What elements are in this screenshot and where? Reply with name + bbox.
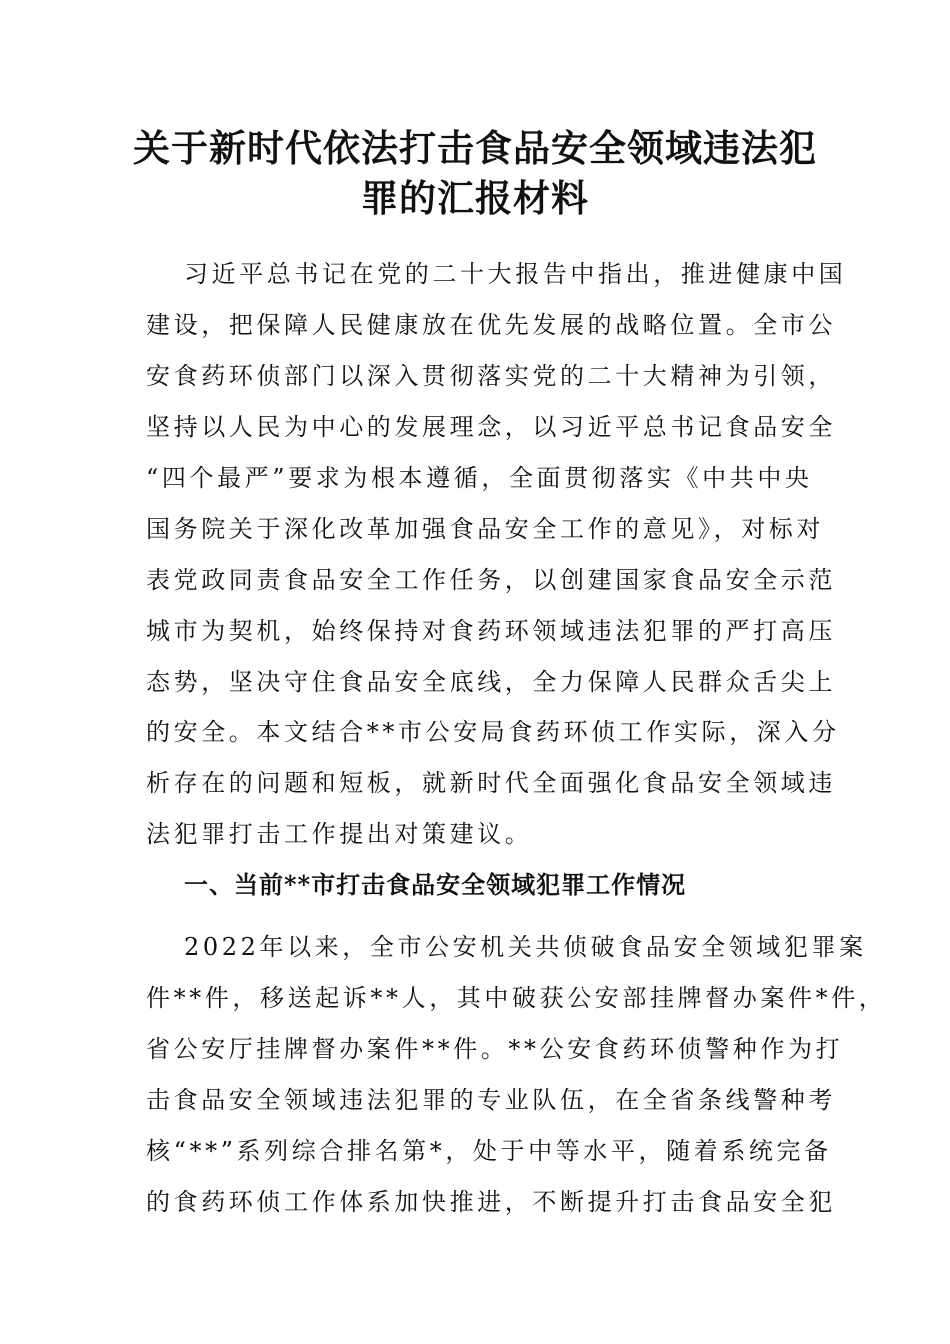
paragraph-2-line-3: 省公安厅挂牌督办案件**件。**公安食药环侦警种作为打	[146, 1035, 844, 1063]
paragraph-2-line-2: 件**件，移送起诉**人，其中破获公安部挂牌督办案件*件，	[146, 984, 887, 1012]
section-1-heading: 一、当前**市打击食品安全领域犯罪工作情况	[184, 870, 687, 899]
paragraph-1-line-12: 法犯罪打击工作提出对策建议。	[146, 820, 533, 848]
paragraph-1-line-6: 国务院关于深化改革加强食品安全工作的意见》，对标对	[146, 515, 824, 543]
paragraph-1-line-1: 习近平总书记在党的二十大报告中指出，推进健康中国	[184, 260, 847, 288]
paragraph-1-line-10: 的安全。本文结合**市公安局食药环侦工作实际，深入分	[146, 718, 840, 746]
paragraph-2-line-4: 击食品安全领域违法犯罪的专业队伍，在全省条线警种考	[146, 1086, 836, 1114]
paragraph-1-line-3: 安食药环侦部门以深入贯彻落实党的二十大精神为引领，	[146, 362, 836, 390]
document-title-line-1: 关于新时代依法打击食品安全领域违法犯	[133, 126, 817, 170]
paragraph-2-line-1: 2022年以来，全市公安机关共侦破食品安全领域犯罪案	[184, 933, 867, 961]
paragraph-1-line-5: “四个最严”要求为根本遵循，全面贯彻落实《中共中央	[146, 464, 813, 492]
paragraph-2-line-5: 核“**”系列综合排名第*，处于中等水平，随着系统完备	[146, 1137, 832, 1165]
paragraph-1-line-7: 表党政同责食品安全工作任务，以创建国家食品安全示范	[146, 566, 836, 594]
document-title-line-2: 罪的汇报材料	[361, 176, 589, 220]
paragraph-2-line-6: 的食药环侦工作体系加快推进，不断提升打击食品安全犯	[146, 1188, 836, 1216]
paragraph-1-line-11: 析存在的问题和短板，就新时代全面强化食品安全领域违	[146, 769, 836, 797]
paragraph-1-line-9: 态势，坚决守住食品安全底线，全力保障人民群众舌尖上	[146, 668, 836, 696]
paragraph-1-line-4: 坚持以人民为中心的发展理念，以习近平总书记食品安全	[146, 413, 836, 441]
paragraph-1-line-8: 城市为契机，始终保持对食药环领域违法犯罪的严打高压	[146, 617, 836, 645]
paragraph-1-line-2: 建设，把保障人民健康放在优先发展的战略位置。全市公	[146, 311, 836, 339]
